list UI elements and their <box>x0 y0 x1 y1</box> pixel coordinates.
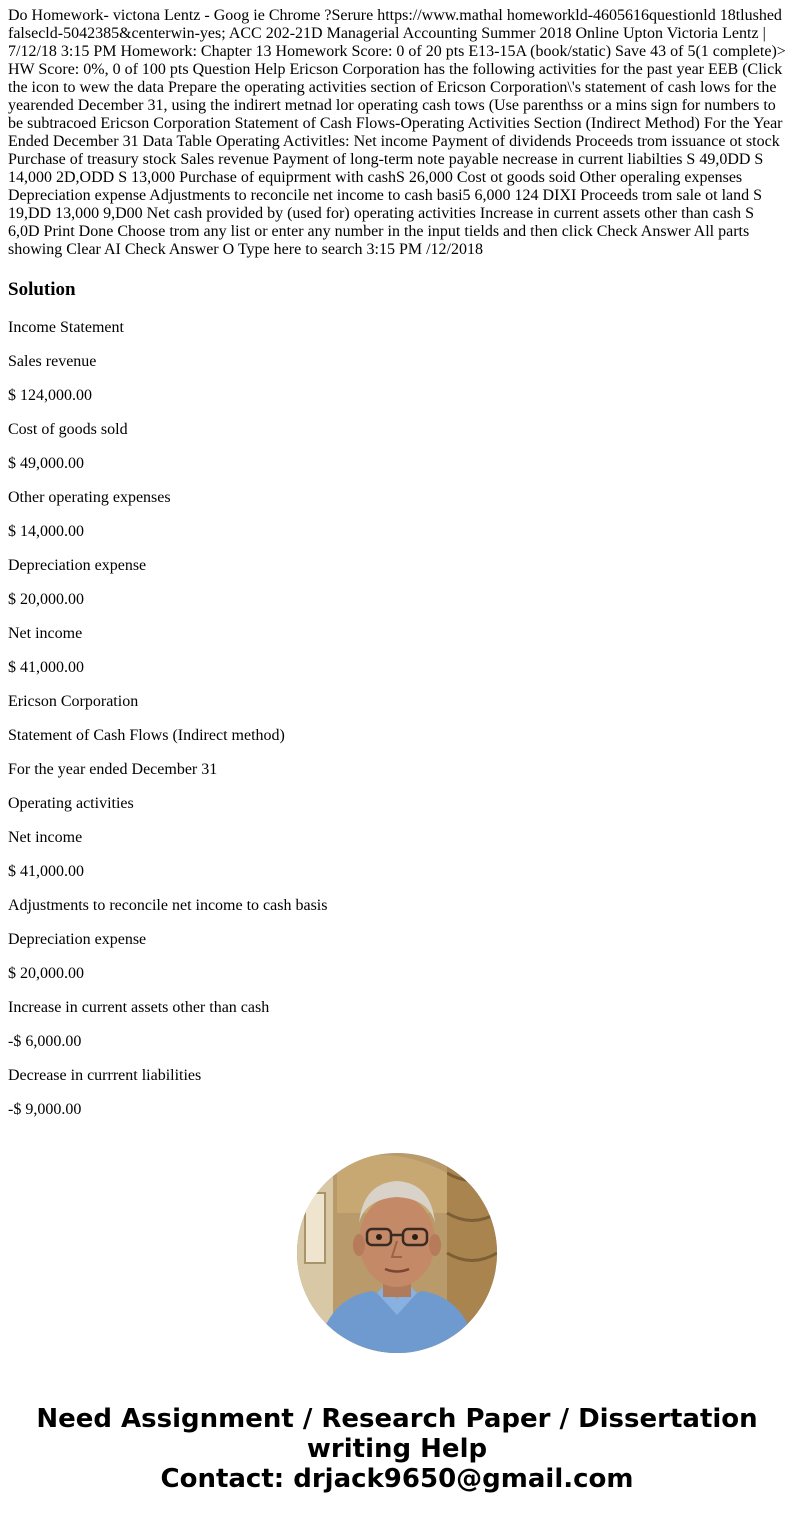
question-text: Do Homework- victona Lentz - Goog ie Chrome ?Serure https://www.mathal homeworkld-4605616questionld 18tlushed falsecld-5042385&centerwin-yes; ACC 202-21D Managerial Accounting Summer 2018 Online Upton Victoria Lentz | 7/12/18 3:15 PM Homework: Chapter 13 Homework Score: 0 of 20 pts E13-15A (book/static) Save 43 of 5(1 complete)> HW Score: 0%, 0 of 100 pts Question Help Ericson Corporation has the following activities for the past year EEB (Click the icon to wew the data Prepare the operating activities section of Ericson Corporation\'s statement of cash lows for the yearended December 31, using the indirert metnad lor operating cash tows (Use parenthss or a mins sign for numbers to be subtracoed Ericson Corporation Statement of Cash Flows-Operating Activities Section (Indirect Method) For the Year Ended December 31 Data Table Operating Activitles: Net income Payment of dividends Proceeds trom issuance ot stock Purchase of treasury stock Sales revenue Payment of long-term note payable necrease in current liabilties S 49,0DD S 14,000 2D,ODD S 13,000 Purchase of equiprment with cashS 26,000 Cost ot goods soid Other operaling expenses Depreciation expense Adjustments to reconcile net income to cash basi5 6,000 124 DIXI Proceeds trom sale ot land S 19,DD 13,000 9,D00 Net cash provided by (used for) operating activities Increase in current assets other than cash S 6,0D Print Done Choose trom any list or enter any number in the input tields and then click Check Answer All parts showing Clear AI Check Answer O Type here to search 3:15 PM /12/2018 <box>8 7 786 258</box>
solution-line: $ 41,000.00 <box>8 863 84 880</box>
promo-contact: Contact: drjack9650@gmail.com <box>160 1464 634 1494</box>
solution-line: Operating activities <box>8 795 134 812</box>
solution-line: $ 20,000.00 <box>8 591 84 608</box>
solution-line: Statement of Cash Flows (Indirect method) <box>8 727 285 744</box>
promo-line: Need Assignment / Research Paper / Dissertation <box>36 1404 758 1434</box>
solution-line: Depreciation expense <box>8 557 147 574</box>
tutor-avatar <box>297 1153 497 1353</box>
solution-body <box>8 319 788 1135</box>
solution-line: -$ 6,000.00 <box>8 1033 82 1050</box>
solution-line: Depreciation expense <box>8 931 147 948</box>
solution-line: Ericson Corporation <box>8 693 139 710</box>
solution-line: Decrease in currrent liabilities <box>8 1067 202 1084</box>
solution-heading: Solution <box>8 279 76 300</box>
solution-line: Income Statement <box>8 319 124 336</box>
promo-banner <box>0 1404 794 1494</box>
solution-line: $ 41,000.00 <box>8 659 84 676</box>
solution-line: $ 49,000.00 <box>8 455 84 472</box>
solution-line: $ 124,000.00 <box>8 387 92 404</box>
solution-line: Sales revenue <box>8 353 97 370</box>
solution-line: Cost of goods sold <box>8 421 128 438</box>
solution-line: For the year ended December 31 <box>8 761 218 778</box>
solution-line: $ 20,000.00 <box>8 965 84 982</box>
promo-line: writing Help <box>306 1434 488 1464</box>
solution-line: $ 14,000.00 <box>8 523 84 540</box>
solution-line: -$ 9,000.00 <box>8 1101 82 1118</box>
solution-line: Increase in current assets other than cash <box>8 999 270 1016</box>
solution-line: Net income <box>8 625 83 642</box>
solution-line: Other operating expenses <box>8 489 171 506</box>
solution-line: Adjustments to reconcile net income to cash basis <box>8 897 328 914</box>
solution-line: Net income <box>8 829 83 846</box>
